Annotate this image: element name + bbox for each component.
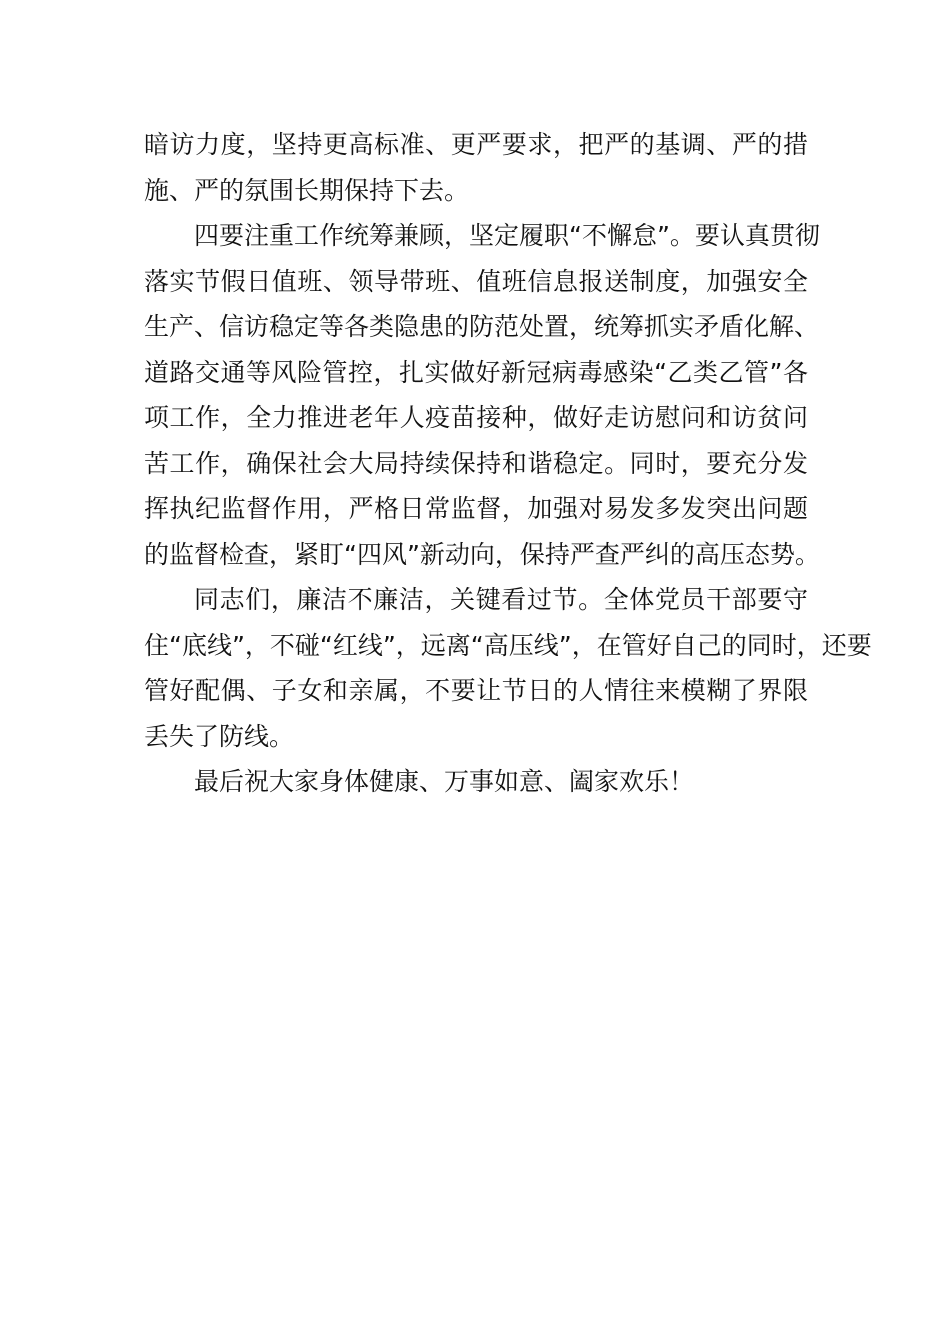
text-line: 生产、信访稳定等各类隐患的防范处置，统筹抓实矛盾化解、 (144, 312, 820, 341)
text-line: 同志们，廉洁不廉洁，关键看过节。全体党员干部要守 (194, 585, 808, 614)
text-line: 挥执纪监督作用，严格日常监督，加强对易发多发突出问题 (144, 494, 808, 523)
text-line: 道路交通等风险管控，扎实做好新冠病毒感染“乙类乙管”各 (144, 357, 808, 387)
text-line: 的监督检查，紧盯“四风”新动向，保持严查严纠的高压态势。 (144, 539, 820, 569)
text-line: 苦工作，确保社会大局持续保持和谐稳定。同时，要充分发 (144, 448, 808, 478)
text-line: 项工作，全力推进老年人疫苗接种，做好走访慰问和访贫问 (144, 403, 808, 432)
document-body (144, 122, 872, 805)
text-line: 施、严的氛围长期保持下去。 (144, 175, 470, 205)
text-line: 住“底线”，不碰“红线”，远离“高压线”，在管好自己的同时，还要 (144, 630, 872, 660)
text-line: 落实节假日值班、领导带班、值班信息报送制度，加强安全 (144, 266, 808, 296)
text-line: 四要注重工作统筹兼顾，坚定履职“不懈怠”。要认真贯彻 (194, 221, 820, 250)
text-line: 暗访力度，坚持更高标准、更严要求，把严的基调、严的措 (144, 130, 808, 159)
text-line: 丢失了防线。 (144, 721, 295, 751)
text-line: 最后祝大家身体健康、万事如意、阖家欢乐！ (194, 767, 695, 796)
text-line: 管好配偶、子女和亲属，不要让节日的人情往来模糊了界限 (144, 676, 808, 705)
